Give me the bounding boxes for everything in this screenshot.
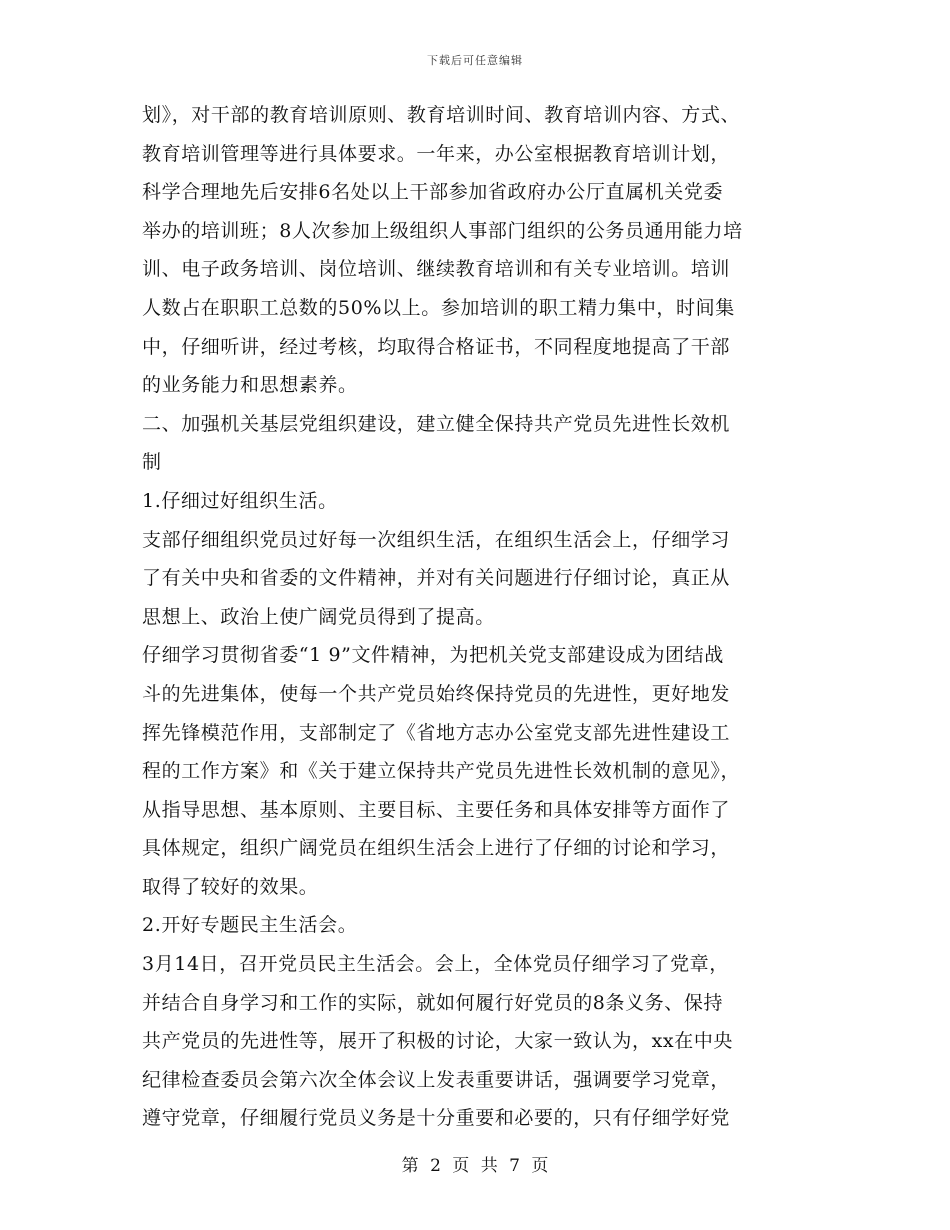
- text-line: 从指导思想、基本原则、主要目标、主要任务和具体安排等方面作了: [142, 798, 731, 821]
- text-line: 中，仔细听讲，经过考核，均取得合格证书，不同程度地提高了干部: [142, 335, 731, 358]
- document-body: [142, 96, 810, 1138]
- text-line: 教育培训管理等进行具体要求。一年来，办公室根据教育培训计划，: [142, 142, 731, 165]
- text-line: 具体规定，组织广阔党员在组织生活会上进行了仔细的讨论和学习，: [142, 837, 731, 860]
- text-line: 训、电子政务培训、岗位培训、继续教育培训和有关专业培训。培训: [142, 258, 731, 281]
- text-line: 划》，对干部的教育培训原则、教育培训时间、教育培训内容、方式、: [142, 104, 741, 126]
- text-line: 取得了较好的效果。: [142, 875, 319, 898]
- text-line: 斗的先进集体，使每一个共产党员始终保持党员的先进性，更好地发: [142, 682, 731, 705]
- text-line: 举办的培训班；8人次参加上级组织人事部门组织的公务员通用能力培: [142, 219, 743, 242]
- text-line: 科学合理地先后安排6名处以上干部参加省政府办公厅直属机关党委: [142, 181, 724, 204]
- text-line: 3月14日，召开党员民主生活会。会上，全体党员仔细学习了党章，: [142, 953, 729, 976]
- text-line: 挥先锋模范作用，支部制定了《省地方志办公室党支部先进性建设工: [142, 721, 731, 744]
- text-line: 共产党员的先进性等，展开了积极的讨论，大家一致认为，xx在中央: [142, 1030, 734, 1053]
- subsection-heading: 1.仔细过好组织生活。: [142, 489, 338, 512]
- page-number: 第 2 页 共 7 页: [401, 1156, 549, 1176]
- section-heading: 制: [142, 451, 162, 474]
- text-line: 纪律检查委员会第六次全体会议上发表重要讲话，强调要学习党章，: [142, 1068, 731, 1091]
- text-line: 的业务能力和思想素养。: [142, 374, 358, 397]
- section-heading: 二、加强机关基层党组织建设，建立健全保持共产党员先进性长效机: [142, 412, 731, 435]
- text-line: 并结合自身学习和工作的实际，就如何履行好党员的8条义务、保持: [142, 991, 724, 1014]
- text-line: 支部仔细组织党员过好每一次组织生活，在组织生活会上，仔细学习: [142, 528, 731, 551]
- text-line: 了有关中央和省委的文件精神，并对有关问题进行仔细讨论，真正从: [142, 567, 731, 590]
- text-line: 仔细学习贯彻省委“1 9”文件精神，为把机关党支部建设成为团结战: [142, 644, 724, 667]
- text-line: 遵守党章，仔细履行党员义务是十分重要和必要的，只有仔细学好党: [142, 1107, 731, 1130]
- text-line: 思想上、政治上使广阔党员得到了提高。: [142, 605, 495, 628]
- page-header-note: 下载后可任意编辑: [427, 54, 523, 67]
- subsection-heading: 2.开好专题民主生活会。: [142, 914, 358, 937]
- text-line: 人数占在职职工总数的50%以上。参加培训的职工精力集中，时间集: [142, 296, 735, 319]
- text-line: 程的工作方案》和《关于建立保持共产党员先进性长效机制的意见》，: [142, 760, 741, 783]
